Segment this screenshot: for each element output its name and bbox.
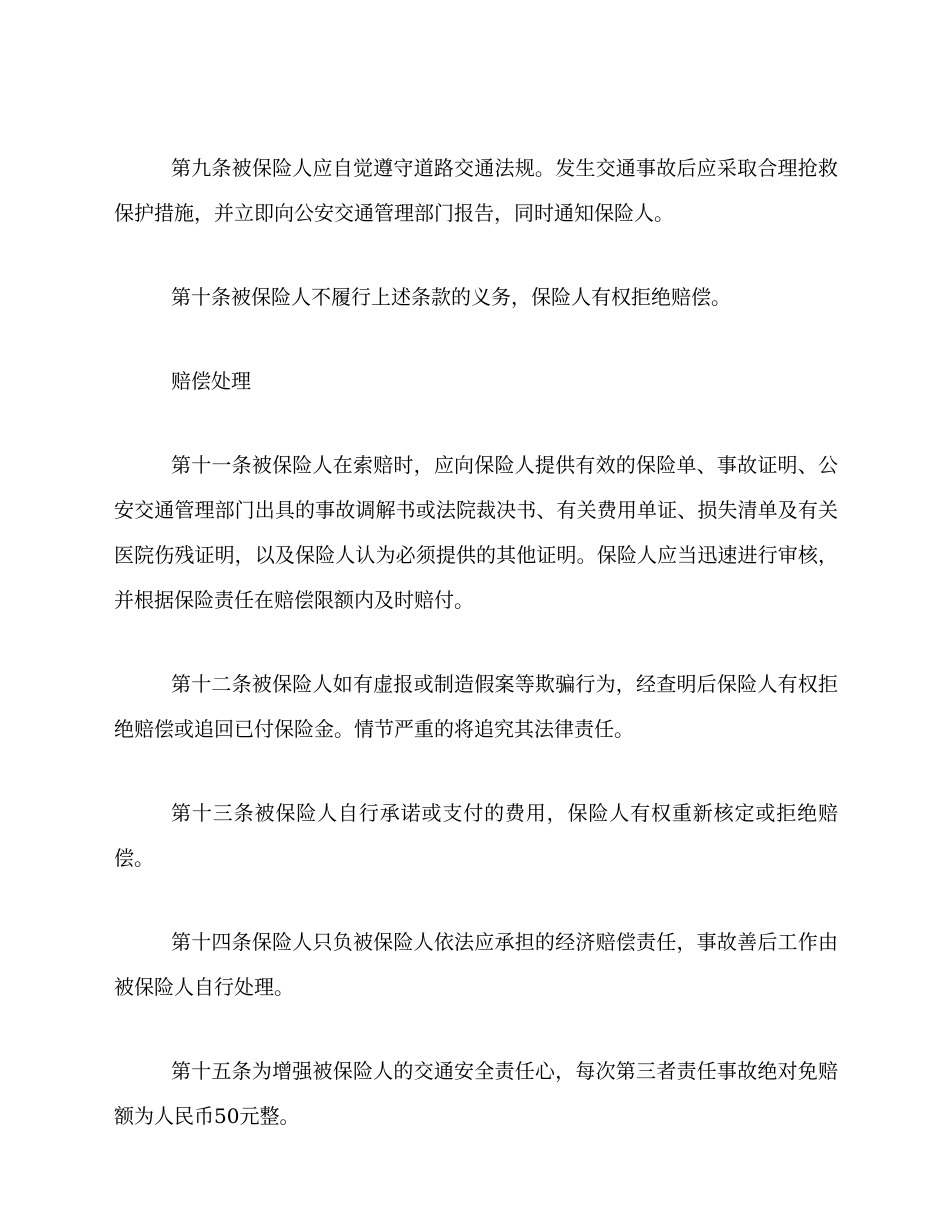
- clause-paragraph-3: 第十一条被保险人在索赔时，应向保险人提供有效的保险单、事故证明、公安交通管理部门出具的事故调解书或法院裁决书、有关费用单证、损失清单及有关医院伤残证明，以及保险人认为必须提供的其他证明。保险人应当迅速进行审核，并根据保险责任在赔偿限额内及时赔付。: [114, 453, 838, 612]
- clause-paragraph-7: 第十五条为增强被保险人的交通安全责任心，每次第三者责任事故绝对免赔额为人民币50元整。: [114, 1059, 838, 1128]
- clause-paragraph-4: 第十二条被保险人如有虚报或制造假案等欺骗行为，经查明后保险人有权拒绝赔偿或追回已付保险金。情节严重的将追究其法律责任。: [114, 672, 838, 741]
- clause-paragraph-1: 第十条被保险人不履行上述条款的义务，保险人有权拒绝赔偿。: [171, 285, 731, 309]
- document-text-block: [114, 146, 838, 1178]
- clause-paragraph-5: 第十三条被保险人自行承诺或支付的费用，保险人有权重新核定或拒绝赔偿。: [114, 801, 838, 870]
- clause-paragraph-6: 第十四条保险人只负被保险人依法应承担的经济赔偿责任，事故善后工作由被保险人自行处理。: [114, 930, 838, 999]
- clause-paragraph-0: 第九条被保险人应自觉遵守道路交通法规。发生交通事故后应采取合理抢救保护措施，并立即向公安交通管理部门报告，同时通知保险人。: [114, 156, 838, 225]
- section-heading: 赔偿处理: [171, 369, 251, 393]
